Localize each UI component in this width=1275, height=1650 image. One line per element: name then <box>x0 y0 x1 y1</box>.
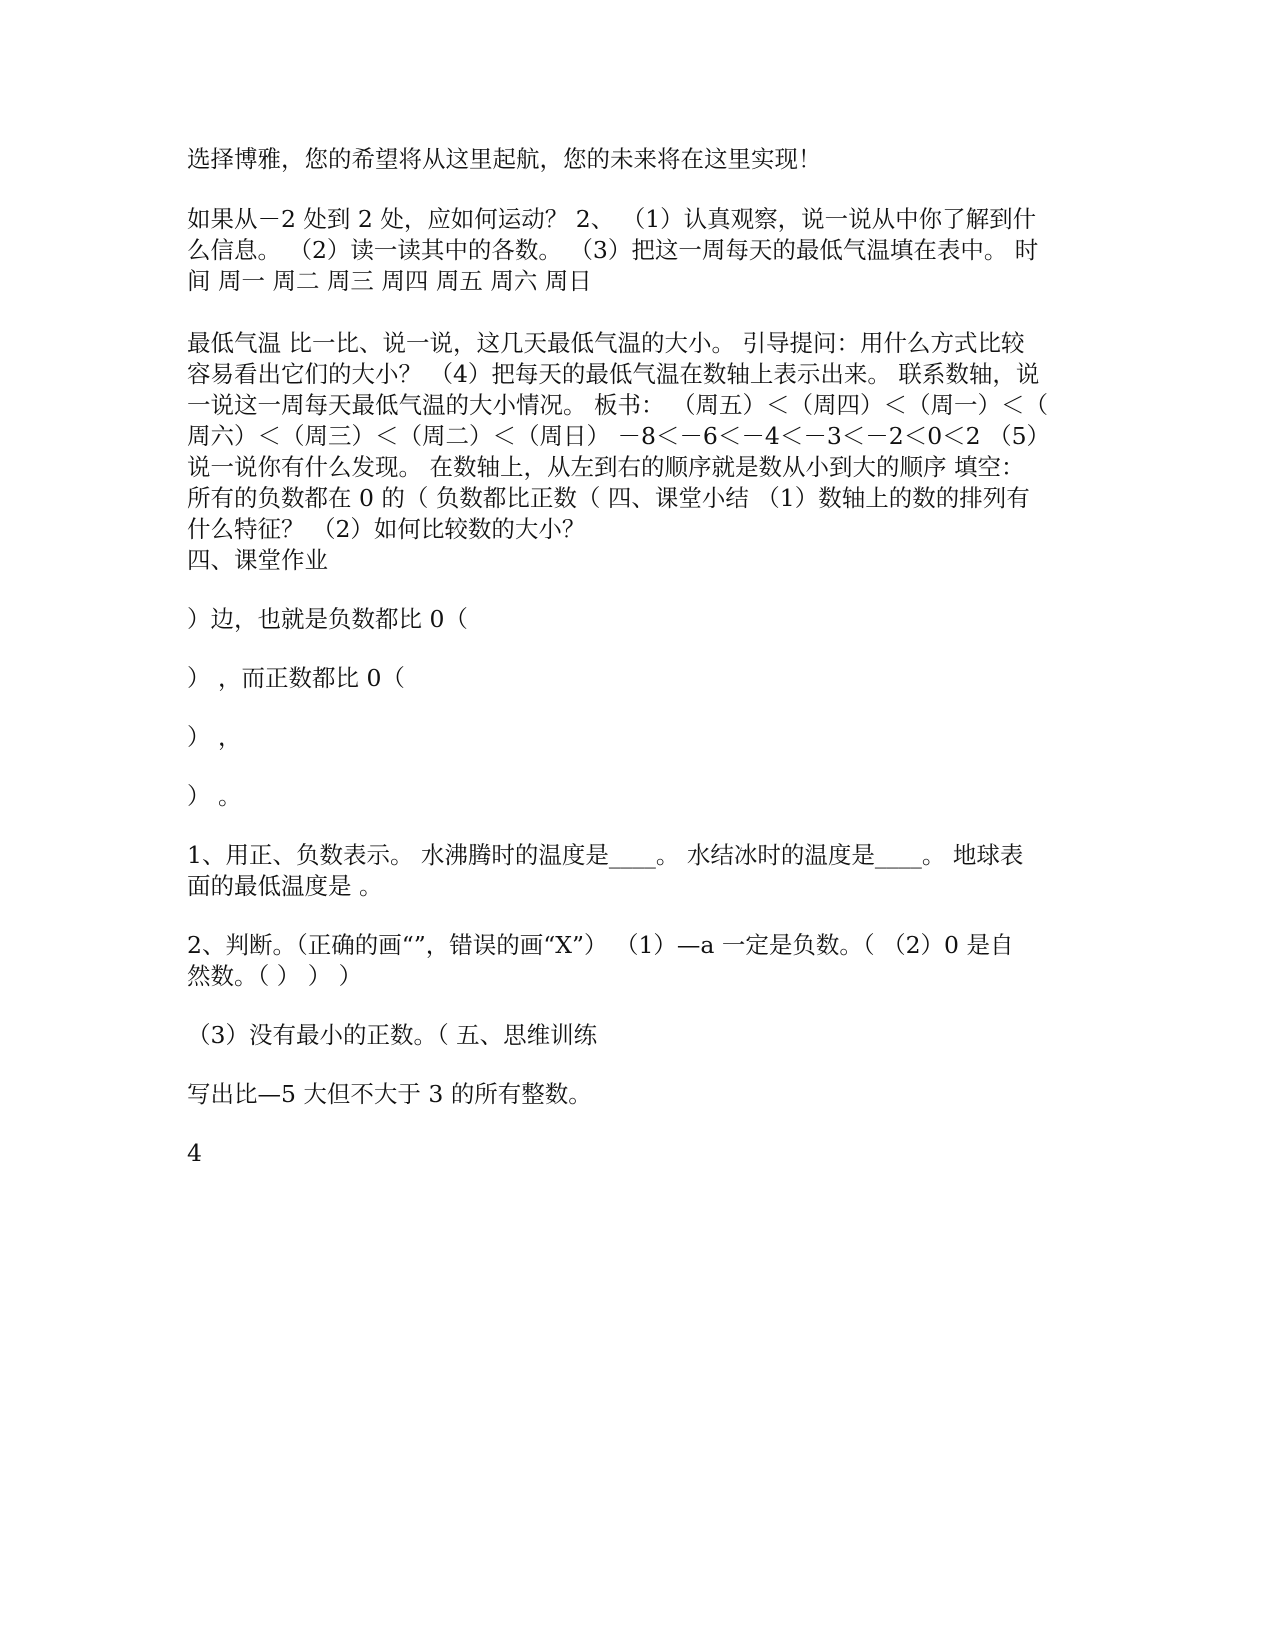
fill-blank-line: ） ， <box>187 723 242 751</box>
fill-blank-line: ） ，而正数都比 0（ <box>187 664 405 692</box>
exercise-line: 然数。（ ） ） ） <box>187 962 363 990</box>
paragraph-line: 一说这一周每天最低气温的大小情况。 板书： （周五）＜（周四）＜（周一）＜（ <box>187 391 1048 419</box>
paragraph-line: 周六）＜（周三）＜（周二）＜（周日） －8＜－6＜－4＜－3＜－2＜0＜2 （5） <box>187 422 1051 450</box>
page-number: 4 <box>187 1139 202 1167</box>
fill-blank-line: ） 。 <box>187 782 242 810</box>
paragraph-line: 说一说你有什么发现。 在数轴上，从左到右的顺序就是数从小到大的顺序 填空： <box>187 453 1025 481</box>
exercise-line: （3）没有最小的正数。（ 五、思维训练 <box>187 1021 598 1049</box>
fill-blank-line: ）边，也就是负数都比 0（ <box>187 605 468 633</box>
exercise-line: 1、用正、负数表示。 水沸腾时的温度是____。 水结冰时的温度是____。 地球表 <box>187 841 1024 869</box>
paragraph-line: 如果从－2 处到 2 处，应如何运动？ 2、 （1）认真观察，说一说从中你了解到什 <box>187 205 1037 233</box>
exercise-line: 写出比—5 大但不大于 3 的所有整数。 <box>187 1080 592 1108</box>
paragraph-line: 么信息。 （2）读一读其中的各数。 （3）把这一周每天的最低气温填在表中。 时 <box>187 236 1039 264</box>
exercise-line: 2、判断。（正确的画“”，错误的画“X”） （1）—a 一定是负数。（ （2）0 是自 <box>187 931 1014 959</box>
section-heading: 四、课堂作业 <box>187 546 328 574</box>
paragraph-line: 最低气温 比一比、说一说，这几天最低气温的大小。 引导提问：用什么方式比较 <box>187 329 1025 357</box>
paragraph-line: 所有的负数都在 0 的（ 负数都比正数（ 四、课堂小结 （1）数轴上的数的排列有 <box>187 484 1030 512</box>
slogan-line: 选择博雅，您的希望将从这里起航，您的未来将在这里实现！ <box>187 145 822 173</box>
paragraph-line: 容易看出它们的大小？ （4）把每天的最低气温在数轴上表示出来。 联系数轴，说 <box>187 360 1040 388</box>
exercise-line: 面的最低温度是 。 <box>187 872 383 900</box>
paragraph-line: 什么特征？ （2）如何比较数的大小？ <box>187 515 586 543</box>
paragraph-line: 间 周一 周二 周三 周四 周五 周六 周日 <box>187 267 592 295</box>
